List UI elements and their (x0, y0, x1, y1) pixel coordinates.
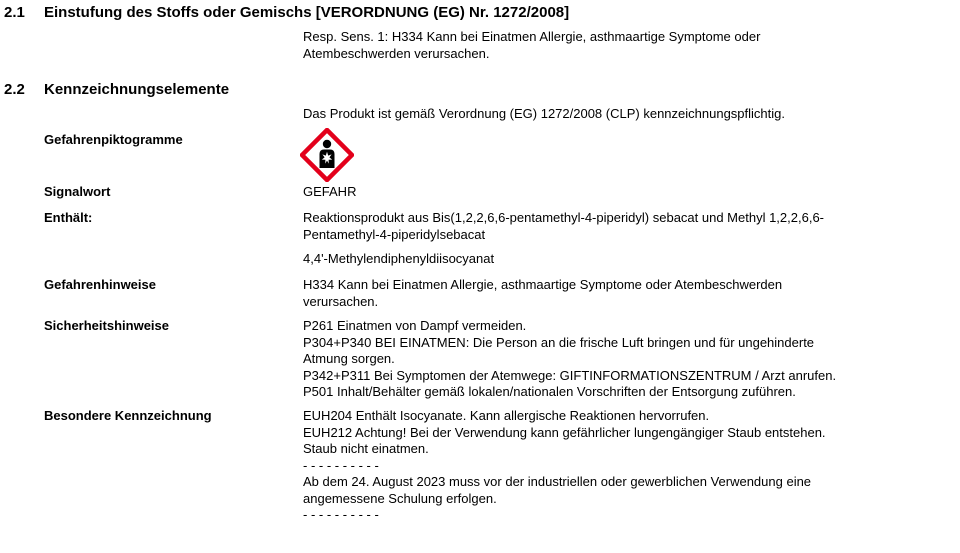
special-line: angemessene Schulung erfolgen. (303, 490, 497, 506)
classification-text (303, 29, 760, 62)
hazard-statements-text (303, 277, 782, 310)
labeling-intro: Das Produkt ist gemäß Verordnung (EG) 1272/2008 (CLP) kennzeichnungspflichtig. (303, 106, 785, 121)
section-2-2-number: 2.2 (4, 81, 25, 98)
hazard-statements-label: Gefahrenhinweise (44, 277, 156, 292)
separator-line: - - - - - - - - - - (303, 457, 379, 473)
contains-text (303, 210, 824, 243)
special-line: EUH212 Achtung! Bei der Verwendung kann gefährlicher lungengängiger Staub entstehen. (303, 424, 826, 440)
special-line: EUH204 Enthält Isocyanate. Kann allergische Reaktionen hervorrufen. (303, 408, 710, 423)
separator-line: - - - - - - - - - - (303, 507, 379, 522)
safety-line: P501 Inhalt/Behälter gemäß lokalen/nationalen Vorschriften der Entsorgung zuführen. (303, 384, 796, 399)
safety-line: Atmung sorgen. (303, 351, 395, 366)
special-line: Staub nicht einatmen. (303, 441, 429, 456)
safety-line: P342+P311 Bei Symptomen der Atemwege: GIFTINFORMATIONSZENTRUM / Arzt anrufen. (303, 367, 837, 383)
section-2-1-number: 2.1 (4, 4, 25, 21)
ghs08-health-hazard-icon (300, 128, 354, 182)
section-2-2-title: Kennzeichnungselemente (44, 81, 230, 98)
contains-second-substance: 4,4'-Methylendiphenyldiisocyanat (303, 251, 495, 266)
special-line: Ab dem 24. August 2023 muss vor der industriellen oder gewerblichen Verwendung eine (303, 474, 812, 489)
signal-word-value: GEFAHR (303, 184, 357, 199)
precautionary-statements-label: Sicherheitshinweise (44, 318, 169, 333)
classification-line: Resp. Sens. 1: H334 Kann bei Einatmen Allergie, asthmaartige Symptome oder (303, 29, 761, 44)
hazard-line: verursachen. (303, 293, 379, 309)
safety-line: P261 Einatmen von Dampf vermeiden. (303, 318, 527, 333)
pictograms-label: Gefahrenpiktogramme (44, 132, 183, 147)
hazard-line: H334 Kann bei Einatmen Allergie, asthmaartige Symptome oder Atembeschwerden (303, 277, 783, 292)
classification-line: Atembeschwerden verursachen. (303, 45, 490, 61)
signal-word-label: Signalwort (44, 184, 111, 199)
precautionary-statements-text (303, 318, 836, 401)
special-labeling-label: Besondere Kennzeichnung (44, 408, 212, 423)
special-labeling-text (303, 408, 826, 524)
safety-line: P304+P340 BEI EINATMEN: Die Person an die frische Luft bringen und für ungehinderte (303, 334, 815, 350)
contains-line: Reaktionsprodukt aus Bis(1,2,2,6,6-pentamethyl-4-piperidyl) sebacat und Methyl 1,2,2,6,6- (303, 210, 825, 225)
contains-label: Enthält: (44, 210, 93, 225)
section-2-1-title: Einstufung des Stoffs oder Gemischs [VERORDNUNG (EG) Nr. 1272/2008] (44, 4, 570, 21)
contains-line: Pentamethyl-4-piperidylsebacat (303, 226, 486, 242)
